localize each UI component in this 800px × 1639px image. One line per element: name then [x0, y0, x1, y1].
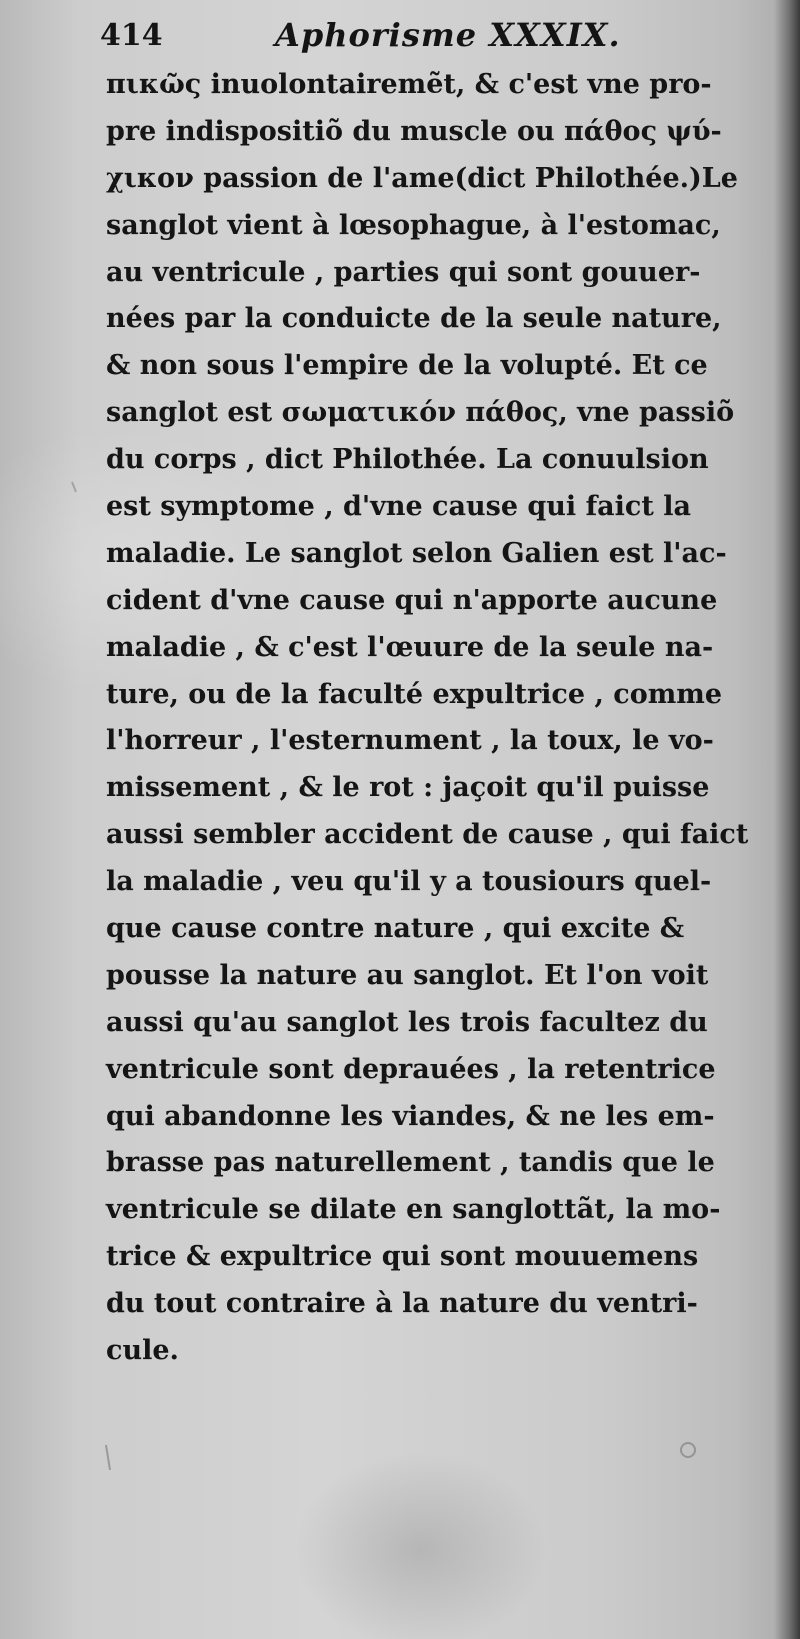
text-line: χικον passion de l'ame(dict Philothée.)Le	[106, 162, 738, 194]
text-line: missement , & le rot : jaçoit qu'il puisse	[106, 772, 710, 804]
running-title: Aphorisme XXXIX.	[275, 16, 621, 54]
text-line: est symptome , d'vne cause qui faict la	[106, 491, 691, 523]
text-line: du corps , dict Philothée. La conuulsion	[106, 444, 709, 476]
text-line: & non sous l'empire de la volupté. Et ce	[106, 350, 708, 382]
text-line: qui abandonne les viandes, & ne les em-	[106, 1100, 715, 1132]
page-number: 414	[100, 18, 163, 53]
text-line: ventricule sont deprauées , la retentrice	[106, 1053, 716, 1085]
text-line: maladie , & c'est l'œuure de la seule na-	[106, 631, 714, 663]
text-line: cule.	[106, 1335, 179, 1367]
page-gutter-shadow	[774, 0, 800, 1639]
text-line: maladie. Le sanglot selon Galien est l'ac-	[106, 537, 727, 569]
text-line: brasse pas naturellement , tandis que le	[106, 1147, 715, 1179]
text-line: du tout contraire à la nature du ventri-	[106, 1288, 698, 1320]
text-line: l'horreur , l'esternument , la toux, le vo-	[106, 725, 714, 757]
text-line: au ventricule , parties qui sont gouuer-	[106, 256, 701, 288]
text-line: aussi qu'au sanglot les trois facultez du	[106, 1006, 708, 1038]
text-line: aussi sembler accident de cause , qui faict	[106, 819, 749, 851]
text-line: trice & expultrice qui sont mouuemens	[106, 1241, 699, 1273]
text-line: la maladie , veu qu'il y a tousiours quel-	[106, 866, 712, 898]
text-line: que cause contre nature , qui excite &	[106, 913, 685, 945]
text-line: sanglot vient à lœsophague, à l'estomac,	[106, 209, 721, 241]
text-line: ture, ou de la faculté expultrice , comme	[106, 678, 723, 710]
text-line: sanglot est σωματικόν πάθος, vne passiõ	[106, 397, 735, 429]
text-line: pre indispositiõ du muscle ou πάθος ψύ-	[106, 115, 722, 147]
body-text	[106, 62, 766, 1375]
text-line: pousse la nature au sanglot. Et l'on voit	[106, 959, 709, 991]
text-line: cident d'vne cause qui n'apporte aucune	[106, 584, 718, 616]
text-line: πικῶς inuolontairemẽt, & c'est vne pro-	[106, 69, 712, 100]
text-line: ventricule se dilate en sanglottãt, la mo-	[106, 1194, 721, 1226]
text-line: nées par la conduicte de la seule nature,	[106, 303, 722, 335]
page-header	[100, 14, 760, 58]
